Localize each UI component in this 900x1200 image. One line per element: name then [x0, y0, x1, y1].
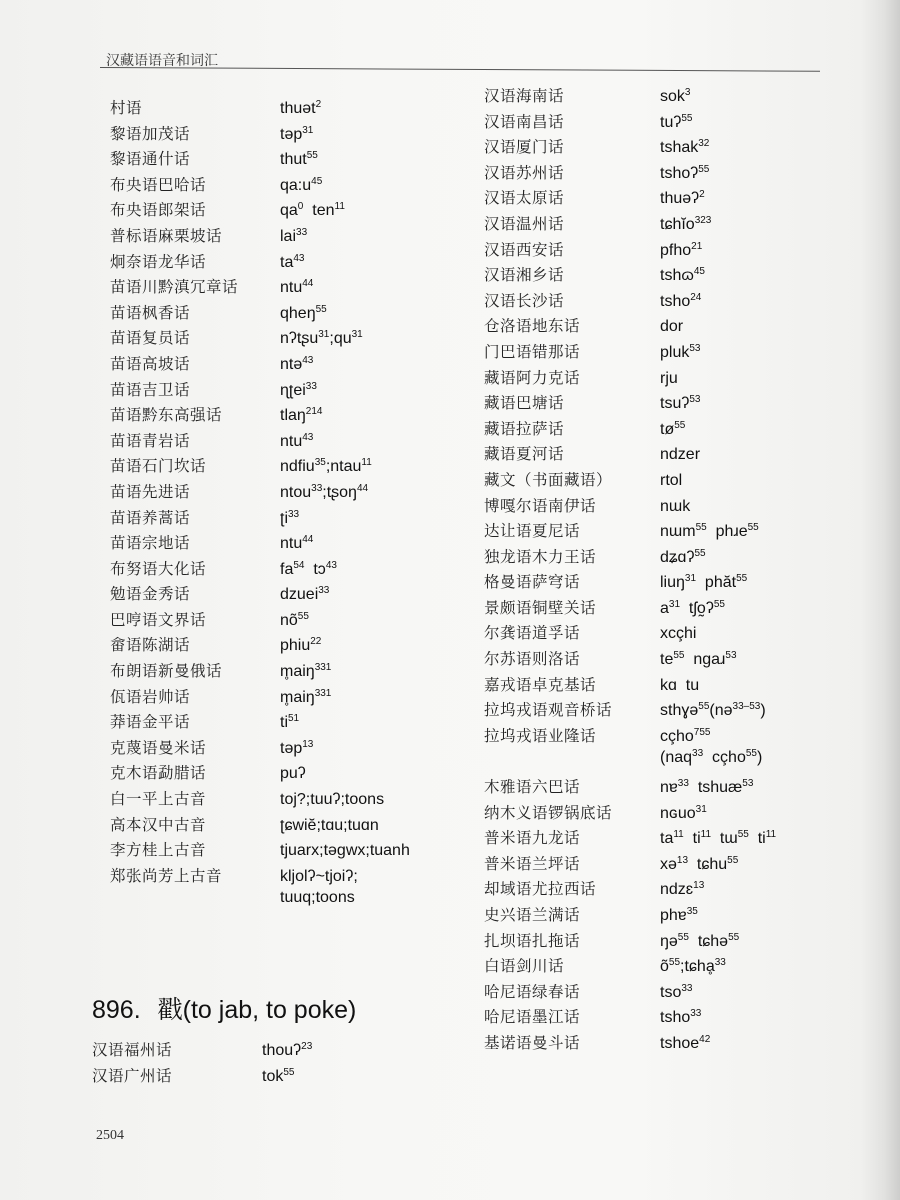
word-form: phiu$^{22}$	[280, 636, 322, 655]
language-name: 巴哼语文界话	[110, 610, 207, 629]
entry-heading	[92, 990, 356, 1026]
entry-row	[484, 238, 884, 264]
left-column-entries	[110, 96, 470, 915]
entry-row	[484, 929, 884, 955]
word-form: tjuarx;təgwx;tuanh	[280, 842, 410, 860]
word-form: thut$^{55}$	[280, 150, 318, 169]
language-name: 汉语广州话	[92, 1066, 173, 1085]
entry-row	[484, 647, 884, 673]
word-form: $a^{31}$ tʃo̰ʔ$^{55}$	[660, 598, 725, 617]
entry-row	[110, 889, 470, 915]
language-name: 村语	[110, 99, 143, 117]
word-form: ʈɕwiĕ;tɑu;tuɑn	[280, 816, 379, 834]
entry-gloss: (to jab, to poke)	[182, 996, 357, 1024]
entry-row	[484, 314, 884, 340]
word-form: tuuq;toons	[280, 889, 355, 907]
word-form: sthɣə$^{55}$(nə$^{33-53}$)	[660, 701, 766, 720]
language-name: 尔苏语则洛话	[484, 650, 581, 669]
word-form: $õ^{55};tɕhḁ^{33}$	[660, 957, 726, 976]
entry-row	[110, 198, 470, 224]
word-form: tsuʔ$^{53}$	[660, 394, 701, 413]
word-form: dor	[660, 318, 684, 336]
running-head: 汉藏语语音和词汇	[106, 53, 218, 69]
entry-row	[110, 429, 470, 455]
language-name: 藏文（书面藏语）	[484, 470, 613, 489]
entry-row	[484, 877, 884, 903]
language-name: 白语剑川话	[484, 957, 565, 976]
word-form: rtol	[660, 471, 683, 489]
language-name: 汉语南昌话	[484, 112, 565, 131]
word-form: dʑɑʔ$^{55}$	[660, 547, 706, 566]
language-name: 高本汉中古音	[110, 815, 207, 834]
entry-row	[110, 326, 470, 352]
language-name: 布央语巴哈话	[110, 175, 207, 194]
right-column-entries	[484, 84, 884, 1057]
language-name: 汉语福州话	[92, 1041, 173, 1059]
language-name: 苗语川黔滇冗章话	[110, 278, 239, 297]
word-form: təp$^{31}$	[280, 124, 314, 143]
word-form: ʈi$^{33}$	[280, 508, 300, 527]
word-form: tsho$^{24}$	[660, 291, 702, 310]
language-name: 汉语温州话	[484, 214, 565, 233]
language-name: 哈尼语墨江话	[484, 1008, 581, 1027]
entry-row	[484, 903, 884, 929]
language-name: 黎语通什话	[110, 150, 191, 169]
language-name: 苗语复员话	[110, 329, 191, 348]
entry-row	[110, 864, 470, 890]
language-name: 却域语尤拉西话	[484, 880, 597, 899]
word-form: $nʔtʂu^{31};qu^{31}$	[280, 329, 363, 348]
word-form: ntou$^{33}$;tʂoŋ$^{44}$	[280, 482, 369, 501]
entry-row	[110, 301, 470, 327]
word-form: puʔ	[280, 765, 306, 783]
word-form: $ti^{51}$	[280, 713, 300, 732]
entry-number: 896.	[92, 996, 141, 1024]
language-name: 基诺语曼斗话	[484, 1033, 581, 1052]
word-form: thuət$^2$	[280, 99, 322, 117]
word-form: tshɷ$^{45}$	[660, 266, 705, 285]
entry-row	[110, 710, 470, 736]
word-form: tɕhĭo$^{323}$	[660, 214, 712, 233]
entry-row	[110, 582, 470, 608]
language-name: 拉坞戎语观音桥话	[484, 701, 613, 720]
entry-row	[484, 391, 884, 417]
entry-row	[484, 1031, 884, 1057]
language-name: 扎坝语扎拖话	[484, 931, 581, 950]
word-form: tsho$^{33}$	[660, 1008, 702, 1027]
word-form: nɯk	[660, 497, 691, 515]
language-name: 苗语吉卫话	[110, 380, 191, 399]
word-form: $ta^{43}$	[280, 252, 305, 271]
entry-character: 戳	[157, 996, 183, 1024]
entry-row	[484, 954, 884, 980]
entry-row	[484, 519, 884, 545]
entry-row	[92, 1038, 452, 1064]
entry-row	[110, 352, 470, 378]
language-name: 嘉戎语卓克基话	[484, 675, 597, 694]
word-form: ntu$^{44}$	[280, 278, 314, 297]
entry-row	[484, 186, 884, 212]
word-form: m̥aiŋ$^{331}$	[280, 687, 332, 706]
entry-row	[110, 787, 470, 813]
entry-row	[484, 698, 884, 724]
word-form: kljolʔ~tjoiʔ;	[280, 867, 358, 885]
language-name: 佤语岩帅话	[110, 687, 191, 706]
entry-row	[484, 442, 884, 468]
entry-row	[484, 749, 884, 775]
word-form: xə$^{13}$ tɕhu$^{55}$	[660, 854, 739, 873]
language-name: 博嘎尔语南伊话	[484, 496, 597, 515]
word-form: nɐ$^{33}$ tshuæ$^{53}$	[660, 778, 754, 797]
word-form: lai$^{33}$	[280, 226, 308, 245]
entry-row	[484, 1005, 884, 1031]
word-form: (naq$^{33}$ cçho$^{55}$)	[660, 748, 763, 767]
language-name: 独龙语木力王话	[484, 547, 597, 566]
language-name: 尔龚语道孚话	[484, 624, 581, 643]
word-form: ŋə$^{55}$ tɕhə$^{55}$	[660, 931, 740, 950]
word-form: ntu$^{43}$	[280, 431, 314, 450]
entry-row	[484, 724, 884, 750]
entry-row	[110, 506, 470, 532]
language-name: 拉坞戎语业隆话	[484, 726, 597, 745]
entry-row	[484, 84, 884, 110]
word-form: nɯm$^{55}$ phɹe$^{55}$	[660, 522, 759, 541]
entry-row	[484, 621, 884, 647]
entry-row	[110, 685, 470, 711]
entry-row	[484, 289, 884, 315]
entry-row	[110, 224, 470, 250]
entry-row	[110, 275, 470, 301]
entry-row	[484, 826, 884, 852]
entry-row	[110, 403, 470, 429]
entry-row	[484, 775, 884, 801]
word-form: thouʔ$^{23}$	[262, 1041, 313, 1059]
language-name: 苗语宗地话	[110, 534, 191, 553]
word-form: ndfiu$^{35}$;ntau$^{11}$	[280, 457, 372, 476]
word-form: phɐ$^{35}$	[660, 906, 698, 924]
word-form: $qa:u^{45}$	[280, 175, 323, 194]
language-name: 黎语加茂话	[110, 124, 191, 143]
entry-row	[110, 96, 470, 122]
language-name: 克蔑语曼米话	[110, 738, 207, 757]
entry-row	[110, 761, 470, 787]
word-form: ɳʈei$^{33}$	[280, 380, 317, 399]
entry-row	[484, 263, 884, 289]
language-name: 普米语九龙话	[484, 829, 581, 848]
entry-row	[110, 608, 470, 634]
entry-row	[110, 250, 470, 276]
word-form: pluk$^{53}$	[660, 342, 701, 361]
entry-row	[484, 161, 884, 187]
language-name: 汉语海南话	[484, 87, 565, 105]
word-form: dzuei$^{33}$	[280, 585, 330, 604]
language-name: 苗语枫香话	[110, 303, 191, 322]
word-form: toj?;tuuʔ;toons	[280, 791, 385, 809]
language-name: 木雅语六巴话	[484, 778, 581, 797]
entry-row	[484, 673, 884, 699]
word-form: $ta^{11}$ $ti^{11}$ tɯ$^{55}$ $ti^{11}$	[660, 829, 777, 848]
entry-row	[484, 468, 884, 494]
language-name: 莽语金平话	[110, 713, 191, 732]
language-name: 布央语郎架话	[110, 201, 207, 220]
left-column-entries-lower	[92, 1038, 452, 1089]
language-name: 汉语厦门话	[484, 138, 565, 157]
word-form: pfho$^{21}$	[660, 240, 703, 259]
language-name: 布朗语新曼俄话	[110, 662, 223, 681]
entry-row	[484, 545, 884, 571]
word-form: tok$^{55}$	[262, 1066, 295, 1085]
entry-row	[484, 366, 884, 392]
language-name: 普标语麻栗坡话	[110, 226, 223, 245]
language-name: 汉语西安话	[484, 240, 565, 259]
language-name: 苗语先进话	[110, 482, 191, 501]
entry-row	[484, 212, 884, 238]
word-form: liuŋ$^{31}$ phăt$^{55}$	[660, 573, 748, 592]
entry-row	[110, 633, 470, 659]
language-name: 普米语兰坪话	[484, 854, 581, 873]
word-form: nɢuo$^{31}$	[660, 803, 707, 822]
language-name: 李方桂上古音	[110, 841, 207, 860]
language-name: 汉语苏州话	[484, 163, 565, 182]
word-form: $tø^{55}$	[660, 419, 686, 438]
word-form: $fa^{54}$ tɔ$^{43}$	[280, 559, 337, 578]
language-name: 仓洛语地东话	[484, 317, 581, 336]
language-name: 克木语勐腊话	[110, 764, 207, 783]
entry-row	[484, 596, 884, 622]
language-name: 苗语养蒿话	[110, 508, 191, 527]
word-form: cçho$^{755}$	[660, 726, 711, 745]
word-form: sok$^3$	[660, 87, 691, 105]
word-form: $te^{55}$ ngaɹ$^{53}$	[660, 650, 737, 669]
language-name: 哈尼语绿春话	[484, 982, 581, 1001]
language-name: 勉语金秀话	[110, 585, 191, 604]
language-name: 苗语石门坎话	[110, 457, 207, 476]
language-name: 汉语太原话	[484, 189, 565, 208]
entry-row	[110, 659, 470, 685]
word-form: rju	[660, 369, 678, 387]
word-form: kɑ tu	[660, 676, 700, 694]
language-name: 藏语阿力克话	[484, 368, 581, 387]
entry-row	[110, 557, 470, 583]
entry-row	[484, 494, 884, 520]
word-form: qheŋ$^{55}$	[280, 303, 327, 322]
word-form: m̥aiŋ$^{331}$	[280, 662, 332, 681]
language-name: 格曼语萨穹话	[484, 573, 581, 592]
entry-row	[110, 173, 470, 199]
language-name: 藏语巴塘话	[484, 394, 565, 413]
entry-row	[110, 736, 470, 762]
word-form: təp$^{13}$	[280, 738, 314, 757]
word-form: tuʔ$^{55}$	[660, 112, 693, 131]
word-form: ntə$^{43}$	[280, 354, 314, 373]
language-name: 苗语高坡话	[110, 354, 191, 373]
language-name: 达让语夏尼话	[484, 522, 581, 541]
language-name: 畲语陈湖话	[110, 636, 191, 655]
word-form: ndzɛ$^{13}$	[660, 880, 705, 899]
word-form: tshak$^{32}$	[660, 138, 710, 157]
language-name: 郑张尚芳上古音	[110, 866, 223, 885]
language-name: 藏语夏河话	[484, 445, 565, 464]
entry-row	[110, 531, 470, 557]
language-name: 布努语大化话	[110, 559, 207, 578]
word-form: $qa^0$ ten$^{11}$	[280, 201, 345, 220]
language-name: 汉语湘乡话	[484, 266, 565, 285]
entry-row	[110, 122, 470, 148]
language-name: 藏语拉萨话	[484, 419, 565, 438]
entry-row	[110, 838, 470, 864]
language-name: 门巴语错那话	[484, 342, 581, 361]
entry-row	[484, 340, 884, 366]
language-name: 景颇语铜壁关话	[484, 598, 597, 617]
entry-row	[484, 135, 884, 161]
language-name: 纳木义语锣锅底话	[484, 803, 613, 822]
entry-row	[110, 378, 470, 404]
word-form: tlaŋ$^{214}$	[280, 406, 323, 425]
entry-row	[110, 147, 470, 173]
word-form: $nõ^{55}$	[280, 610, 309, 629]
entry-row	[110, 454, 470, 480]
word-form: ntu$^{44}$	[280, 534, 314, 553]
entry-row	[110, 813, 470, 839]
entry-row	[484, 417, 884, 443]
entry-row	[484, 980, 884, 1006]
word-form: tshoʔ$^{55}$	[660, 163, 710, 182]
language-name: 汉语长沙话	[484, 291, 565, 310]
page-number: 2504	[96, 1128, 124, 1143]
entry-row	[92, 1064, 452, 1090]
entry-row	[484, 110, 884, 136]
entry-row	[110, 480, 470, 506]
language-name: 炯奈语龙华话	[110, 252, 207, 271]
language-name: 白一平上古音	[110, 790, 207, 809]
language-name: 苗语黔东高强话	[110, 406, 223, 425]
entry-row	[484, 801, 884, 827]
word-form: tso$^{33}$	[660, 982, 693, 1001]
language-name: 史兴语兰满话	[484, 906, 581, 924]
entry-row	[484, 570, 884, 596]
word-form: ndzer	[660, 446, 701, 464]
language-name: 苗语青岩话	[110, 431, 191, 450]
word-form: tshoe$^{42}$	[660, 1033, 711, 1052]
word-form: xcçhi	[660, 625, 697, 643]
word-form: thuəʔ$^2$	[660, 189, 705, 208]
entry-row	[484, 852, 884, 878]
